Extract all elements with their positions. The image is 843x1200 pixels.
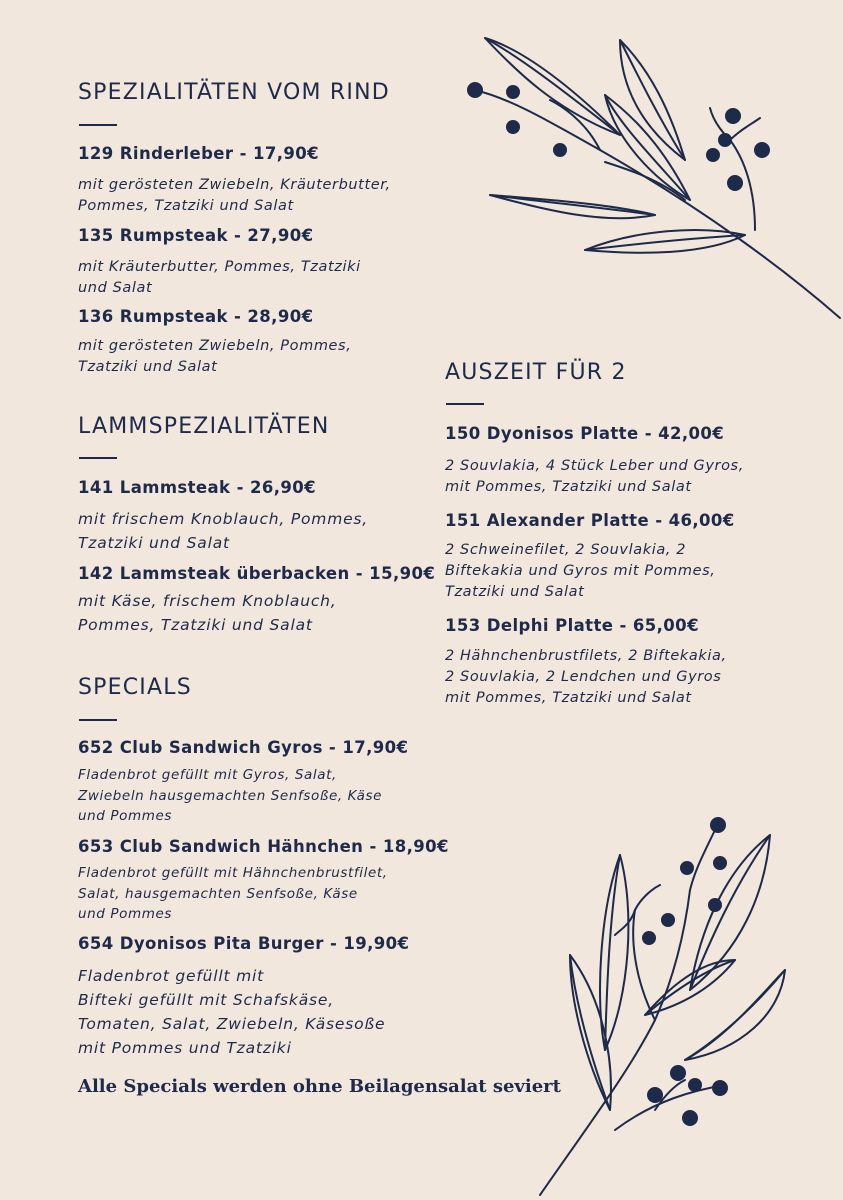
section-divider: [79, 457, 117, 459]
menu-item-title: 653 Club Sandwich Hähnchen - 18,90€: [78, 837, 449, 856]
menu-item-title: 153 Delphi Platte - 65,00€: [445, 616, 699, 635]
menu-item-title: 151 Alexander Platte - 46,00€: [445, 511, 735, 530]
menu-item-description: mit gerösteten Zwiebeln, Pommes, Tzatziki und Salat: [78, 338, 352, 375]
section-title-specials: SPECIALS: [78, 675, 192, 700]
menu-item-description: 2 Hähnchenbrustfilets, 2 Biftekakia, 2 Souvlakia, 2 Lendchen und Gyros mit Pommes, Tzatziki und Salat: [445, 648, 727, 706]
menu-item-description: Fladenbrot gefüllt mit Hähnchenbrustfilet, Salat, hausgemachten Senfsoße, Käse und Pommes: [78, 865, 388, 922]
menu-item-description: mit Kräuterbutter, Pommes, Tzatziki und Salat: [78, 259, 361, 296]
section-title-auszeit: AUSZEIT FÜR 2: [445, 360, 627, 385]
menu-item-title: 141 Lammsteak - 26,90€: [78, 478, 317, 497]
menu-item-description: mit gerösteten Zwiebeln, Kräuterbutter, Pommes, Tzatziki und Salat: [78, 177, 391, 214]
specials-note: Alle Specials werden ohne Beilagensalat seviert: [78, 1076, 561, 1097]
menu-item-title: 150 Dyonisos Platte - 42,00€: [445, 424, 725, 443]
menu-item-title: 654 Dyonisos Pita Burger - 19,90€: [78, 934, 410, 953]
leaf-branch-bottom-icon: [535, 810, 835, 1200]
menu-item-title: 142 Lammsteak überbacken - 15,90€: [78, 564, 436, 583]
menu-item-title: 129 Rinderleber - 17,90€: [78, 144, 320, 163]
menu-item-description: mit frischem Knoblauch, Pommes, Tzatziki und Salat: [78, 510, 369, 552]
section-divider: [79, 719, 117, 721]
section-title-rind: SPEZIALITÄTEN VOM RIND: [78, 80, 390, 105]
leaf-branch-top-icon: [455, 30, 843, 330]
menu-item-title: 652 Club Sandwich Gyros - 17,90€: [78, 738, 409, 757]
menu-item-description: Fladenbrot gefüllt mit Bifteki gefüllt mit Schafskäse, Tomaten, Salat, Zwiebeln, Käsesoße mit Pommes und Tzatziki: [78, 967, 386, 1057]
menu-item-title: 136 Rumpsteak - 28,90€: [78, 307, 314, 326]
menu-item-description: Fladenbrot gefüllt mit Gyros, Salat, Zwiebeln hausgemachten Senfsoße, Käse und Pommes: [78, 767, 383, 824]
section-divider: [79, 124, 117, 126]
menu-item-description: mit Käse, frischem Knoblauch, Pommes, Tzatziki und Salat: [78, 592, 337, 634]
section-divider: [446, 403, 484, 405]
menu-item-description: 2 Souvlakia, 4 Stück Leber und Gyros, mit Pommes, Tzatziki und Salat: [445, 458, 744, 495]
menu-item-title: 135 Rumpsteak - 27,90€: [78, 226, 314, 245]
section-title-lamm: LAMMSPEZIALITÄTEN: [78, 414, 330, 439]
menu-item-description: 2 Schweinefilet, 2 Souvlakia, 2 Biftekakia und Gyros mit Pommes, Tzatziki und Salat: [445, 542, 716, 600]
